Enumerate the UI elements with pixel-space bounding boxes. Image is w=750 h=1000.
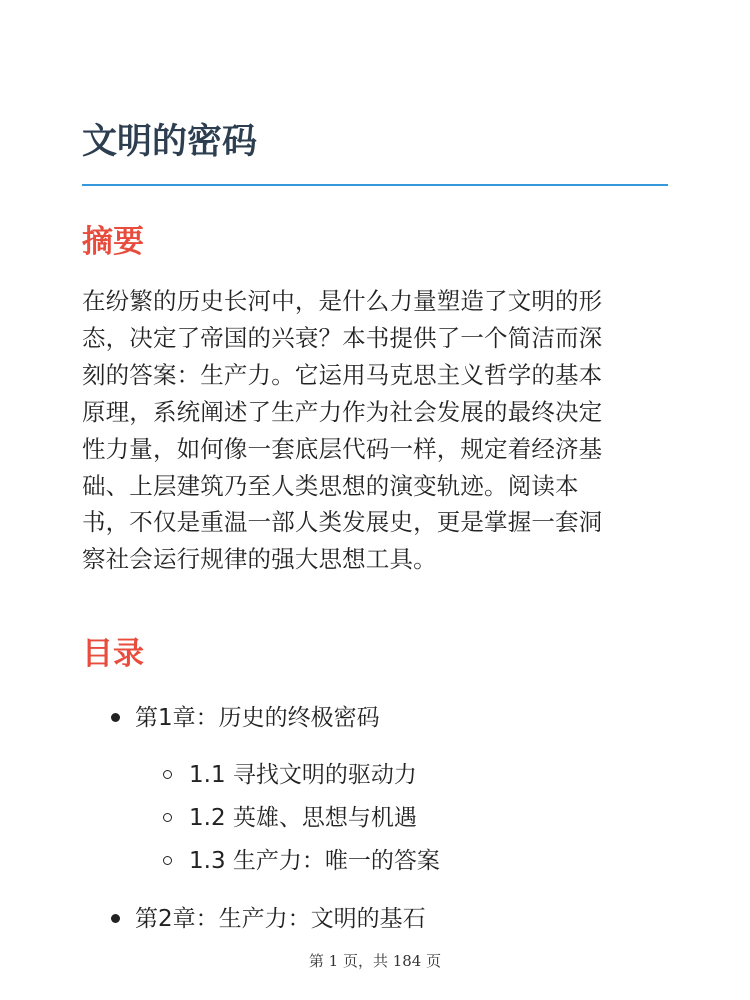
abstract-line: 性力量，如何像一套底层代码一样，规定着经济基 [82,434,603,463]
abstract-line: 在纷繁的历史长河中，是什么力量塑造了文明的形 [82,287,603,315]
toc-section-1-2[interactable]: 1.2 英雄、思想与机遇 [189,805,417,831]
bullet-circle-icon [163,770,172,779]
toc-heading: 目录 [82,636,144,672]
toc-section-1-3[interactable]: 1.3 生产力：唯一的答案 [189,848,440,874]
bullet-dot-icon [111,713,120,722]
abstract-paragraph [82,283,682,578]
toc-chapter-2[interactable]: 第2章：生产力：文明的基石 [135,906,426,932]
abstract-line: 础、上层建筑乃至人类思想的演变轨迹。阅读本 [82,471,579,500]
abstract-line: 态，决定了帝国的兴衰？本书提供了一个简洁而深 [82,323,603,352]
abstract-line: 察社会运行规律的强大思想工具。 [82,545,437,574]
abstract-line: 原理，系统阐述了生产力作为社会发展的最终决定 [82,397,603,426]
bullet-circle-icon [163,856,172,865]
bullet-circle-icon [163,813,172,822]
document-title: 文明的密码 [82,122,258,162]
bullet-dot-icon [111,914,120,923]
abstract-heading: 摘要 [82,224,144,260]
page-number: 第 1 页，共 184 页 [308,952,442,970]
title-divider [82,184,668,186]
toc-chapter-1[interactable]: 第1章：历史的终极密码 [135,705,380,731]
toc-section-1-1[interactable]: 1.1 寻找文明的驱动力 [189,762,417,788]
abstract-line: 书，不仅是重温一部人类发展史，更是掌握一套洞 [82,508,603,537]
abstract-line: 刻的答案：生产力。它运用马克思主义哲学的基本 [82,360,603,389]
